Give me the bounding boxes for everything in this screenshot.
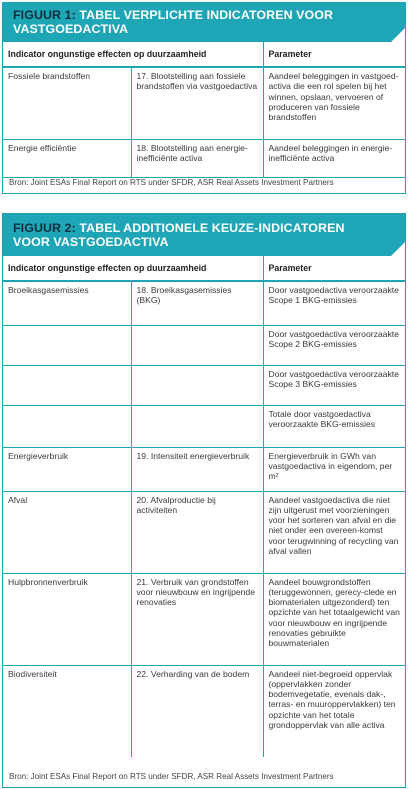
indicator-name [131, 325, 263, 365]
table-row [3, 665, 405, 757]
figure-1-source: Bron: Joint ESAs Final Report on RTS under SFDR, ASR Real Assets Investment Partners [9, 178, 334, 187]
table-header-row [3, 42, 405, 67]
indicator-name: 18. Broeikasgasemissies (BKG) [131, 281, 263, 325]
parameter: Aandeel vastgoedactiva die niet zijn uitgerust met voorzieningen voor het sorteren van afval en die niet onder een overeen-komst voor terugwinning of recycling van afval vallen [263, 491, 405, 573]
indicator-category: Hulpbronnenverbruik [3, 573, 131, 665]
indicator-category: Broeikasgasemissies [3, 281, 131, 325]
parameter: Aandeel bouwgrondstoffen (teruggewonnen, gerecy-clede en biomaterialen uitgezonderd) ten opzichte van het totaalgewicht van voor nieuwbouw en ingrijpende renovaties gebruikte bouwmaterialen [263, 573, 405, 665]
indicator-category [3, 405, 131, 447]
figure-2-title-line2: VOOR VASTGOEDACTIVA [13, 235, 169, 249]
indicator-name: 22. Verharding van de bodem [131, 665, 263, 757]
table-row [3, 573, 405, 665]
parameter: Door vastgoedactiva veroorzaakte Scope 1 BKG-emissies [263, 281, 405, 325]
figure-2-title-line1: TABEL ADDITIONELE KEUZE-INDICATOREN [79, 221, 345, 235]
indicator-category: Energieverbruik [3, 447, 131, 491]
indicator-category: Afval [3, 491, 131, 573]
figure-1-header [3, 3, 405, 42]
indicator-name: 18. Blootstelling aan energie-inefficiënte activa [131, 139, 263, 177]
figure-1 [2, 2, 406, 194]
parameter: Door vastgoedactiva veroorzaakte Scope 3 BKG-emissies [263, 365, 405, 405]
figure-2 [2, 213, 406, 788]
indicator-name: 21. Verbruik van grondstoffen voor nieuwbouw en ingrijpende renovaties [131, 573, 263, 665]
indicator-name: 20. Afvalproductie bij activiteiten [131, 491, 263, 573]
indicator-category: Fossiele brandstoffen [3, 67, 131, 139]
column-header-indicator: Indicator ongunstige effecten op duurzaamheid [3, 42, 263, 67]
table-row [3, 491, 405, 573]
parameter: Aandeel niet-begroeid oppervlak (oppervlakken zonder bodemvegetatie, evenals dak-, terras- en muuroppervlakken) ten opzichte van het totale grondoppervlak van alle activa [263, 665, 405, 757]
indicator-category [3, 325, 131, 365]
table-row [3, 447, 405, 491]
indicator-name: 19. Intensiteit energieverbruik [131, 447, 263, 491]
parameter: Totale door vastgoedactiva veroorzaakte BKG-emissies [263, 405, 405, 447]
parameter: Door vastgoedactiva veroorzaakte Scope 2 BKG-emissies [263, 325, 405, 365]
table-row [3, 365, 405, 405]
header-corner-cut [391, 242, 405, 256]
figure-1-title-line2: VASTGOEDACTIVA [13, 22, 129, 36]
figure-1-number: FIGUUR 1: [13, 8, 76, 22]
table-row [3, 325, 405, 365]
table-header-row [3, 256, 405, 281]
figure-2-header [3, 214, 405, 256]
table-row [3, 67, 405, 139]
indicator-name: 17. Blootstelling aan fossiele brandstoffen via vastgoedactiva [131, 67, 263, 139]
table-row [3, 405, 405, 447]
figure-1-table [3, 42, 405, 178]
parameter: Aandeel beleggingen in vastgoed-activa die een rol spelen bij het winnen, opslaan, vervoeren of produceren van fossiele brandstoffen [263, 67, 405, 139]
column-header-indicator: Indicator ongunstige effecten op duurzaamheid [3, 256, 263, 281]
figure-2-number: FIGUUR 2: [13, 221, 76, 235]
indicator-name [131, 405, 263, 447]
column-header-parameter: Parameter [263, 256, 405, 281]
figure-2-table [3, 256, 405, 757]
figure-2-source: Bron: Joint ESAs Final Report on RTS under SFDR, ASR Real Assets Investment Partners [9, 772, 334, 781]
header-corner-cut [391, 28, 405, 42]
table-row [3, 281, 405, 325]
indicator-category: Energie efficiëntie [3, 139, 131, 177]
parameter: Aandeel beleggingen in energie-inefficiënte activa [263, 139, 405, 177]
indicator-category [3, 365, 131, 405]
parameter: Energieverbruik in GWh van vastgoedactiva in eigendom, per m² [263, 447, 405, 491]
figure-1-title-line1: TABEL VERPLICHTE INDICATOREN VOOR [79, 8, 334, 22]
indicator-category: Biodiversiteit [8, 668, 57, 679]
indicator-name [131, 365, 263, 405]
column-header-parameter: Parameter [263, 42, 405, 67]
table-row [3, 139, 405, 177]
